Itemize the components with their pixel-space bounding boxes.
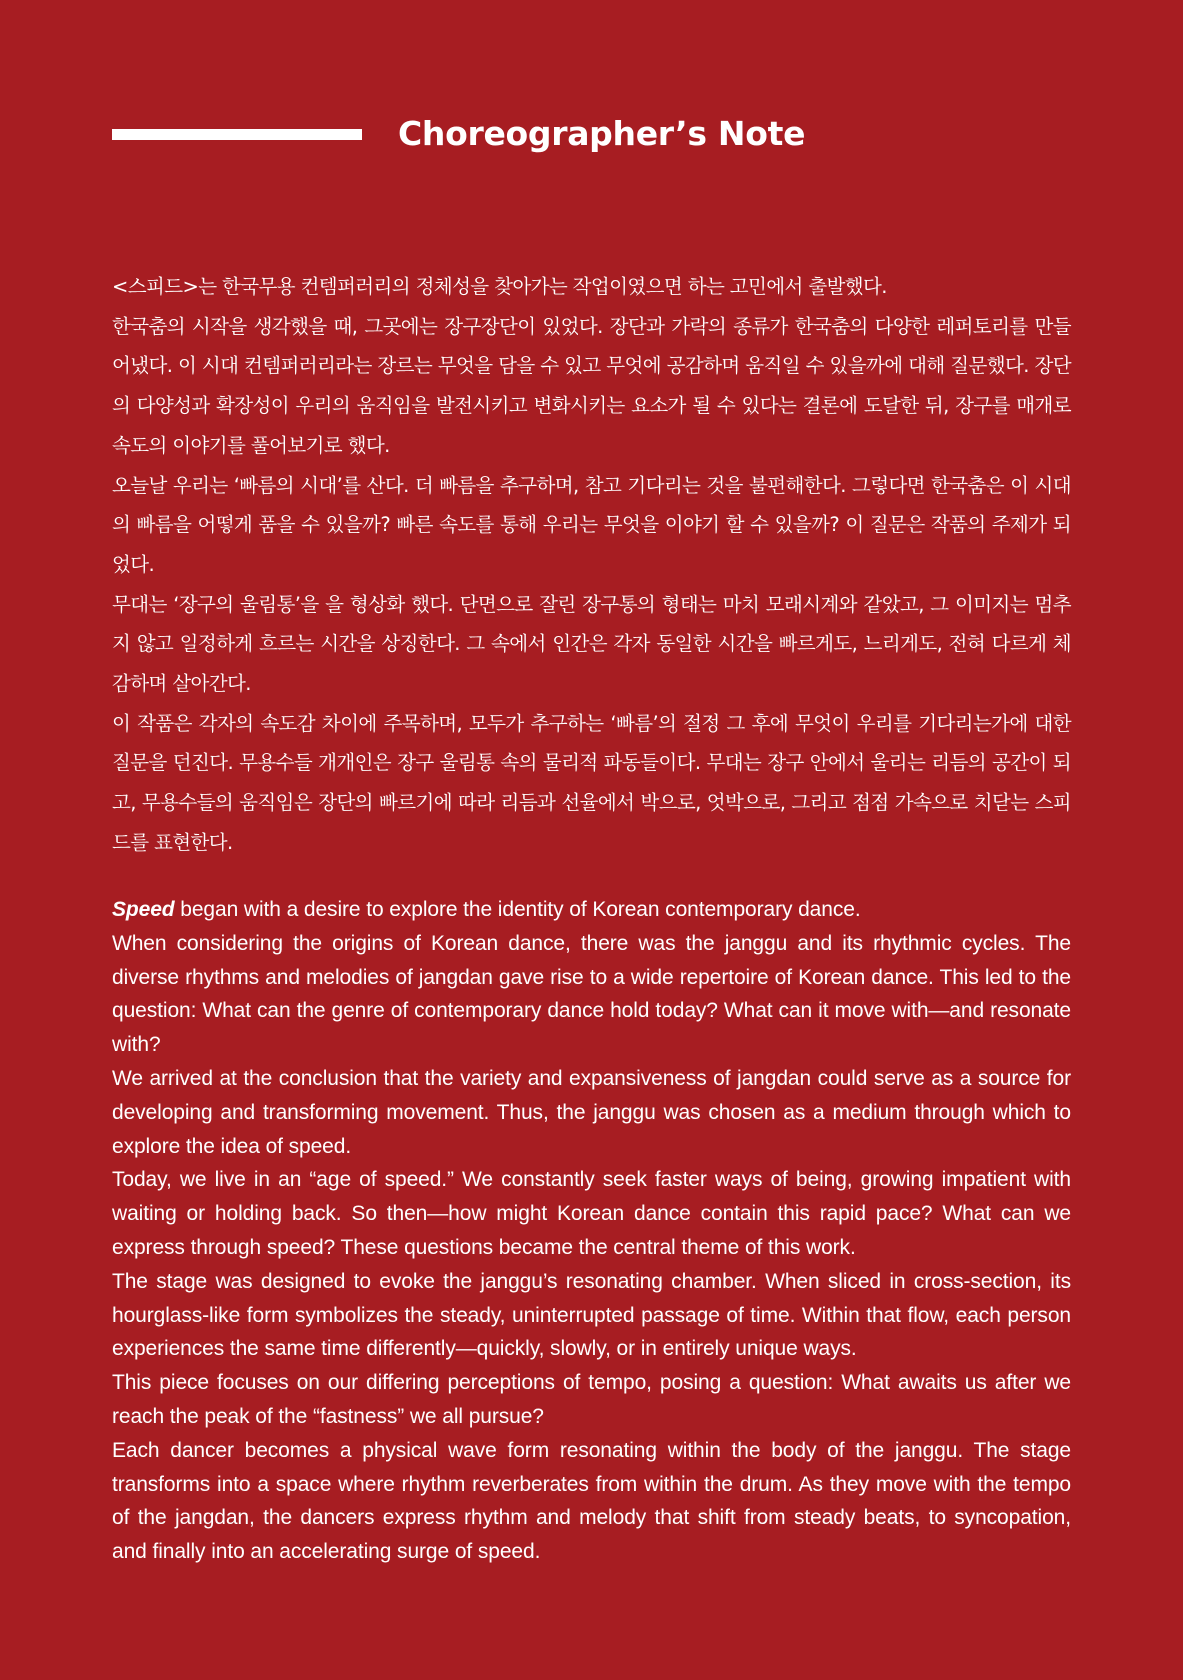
work-title-emphasis: Speed [112,898,175,921]
korean-paragraph: <스피드>는 한국무용 컨템퍼러리의 정체성을 찾아가는 작업이였으면 하는 고민에서 출발했다. [112,275,887,298]
english-paragraph: We arrived at the conclusion that the variety and expansiveness of jangdan could serve as a source for developing and transforming movement. Thus, the janggu was chosen as a medium through which to explore the idea of speed. [112,1066,1071,1158]
english-paragraph: The stage was designed to evoke the janggu’s resonating chamber. When sliced in cross-section, its hourglass-like form symbolizes the steady, uninterrupted passage of time. Within that flow, each person experiences the same time differently—quickly, slowly, or in entirely unique ways. [112,1269,1071,1361]
korean-note [112,267,1071,863]
english-intro-text: began with a desire to explore the identity of Korean contemporary dance. [174,898,861,921]
korean-paragraph: 이 작품은 각자의 속도감 차이에 주목하며, 모두가 추구하는 ‘빠름’의 절정 그 후에 무엇이 우리를 기다리는가에 대한 질문을 던진다. 무용수들 개개인은 장구 울림통 속의 물리적 파동들이다. 무대는 장구 안에서 울리는 리듬의 공간이 되고, 무용수들의 움직임은 장단의 빠르기에 따라 리듬과 선율에서 박으로, 엇박으로, 그리고 점점 가속으로 치닫는 스피드를 표현한다. [112,711,1071,854]
korean-paragraph: 오늘날 우리는 ‘빠름의 시대’를 산다. 더 빠름을 추구하며, 참고 기다리는 것을 불편해한다. 그렇다면 한국춤은 이 시대의 빠름을 어떻게 품을 수 있을까? 빠른 속도를 통해 우리는 무엇을 이야기 할 수 있을까? 이 질문은 작품의 주제가 되었다. [112,473,1071,576]
page-title: Choreographer’s Note [398,114,806,153]
english-note [112,893,1071,1569]
english-paragraph: This piece focuses on our differing perceptions of tempo, posing a question: What awaits us after we reach the peak of the “fastness” we all pursue? [112,1371,1071,1428]
header-rule [112,129,362,140]
english-paragraph: When considering the origins of Korean dance, there was the janggu and its rhythmic cycles. The diverse rhythms and melodies of jangdan gave rise to a wide repertoire of Korean dance. This led to the question: What can the genre of contemporary dance hold today? What can it move with—and resonate with? [112,931,1071,1057]
english-paragraph: Each dancer becomes a physical wave form resonating within the body of the janggu. The stage transforms into a space where rhythm reverberates from within the drum. As they move with the tempo of the jangdan, the dancers express rhythm and melody that shift from steady beats, to syncopation, and finally into an accelerating surge of speed. [112,1438,1071,1564]
korean-paragraph: 무대는 ‘장구의 울림통’을 을 형상화 했다. 단면으로 잘린 장구통의 형태는 마치 모래시계와 같았고, 그 이미지는 멈추지 않고 일정하게 흐르는 시간을 상징한다. 그 속에서 인간은 각자 동일한 시간을 빠르게도, 느리게도, 전혀 다르게 체감하며 살아간다. [112,592,1071,696]
english-paragraph: Today, we live in an “age of speed.” We constantly seek faster ways of being, growing impatient with waiting or holding back. So then—how might Korean dance contain this rapid pace? What can we express through speed? These questions became the central theme of this work. [112,1168,1071,1259]
korean-paragraph: 한국춤의 시작을 생각했을 때, 그곳에는 장구장단이 있었다. 장단과 가락의 종류가 한국춤의 다양한 레퍼토리를 만들어냈다. 이 시대 컨템퍼러리라는 장르는 무엇을 담을 수 있고 무엇에 공감하며 움직일 수 있을까에 대해 질문했다. 장단의 다양성과 확장성이 우리의 움직임을 발전시키고 변화시키는 요소가 될 수 있다는 결론에 도달한 뒤, 장구를 매개로 속도의 이야기를 풀어보기로 했다. [112,314,1071,457]
english-intro [112,893,1071,927]
